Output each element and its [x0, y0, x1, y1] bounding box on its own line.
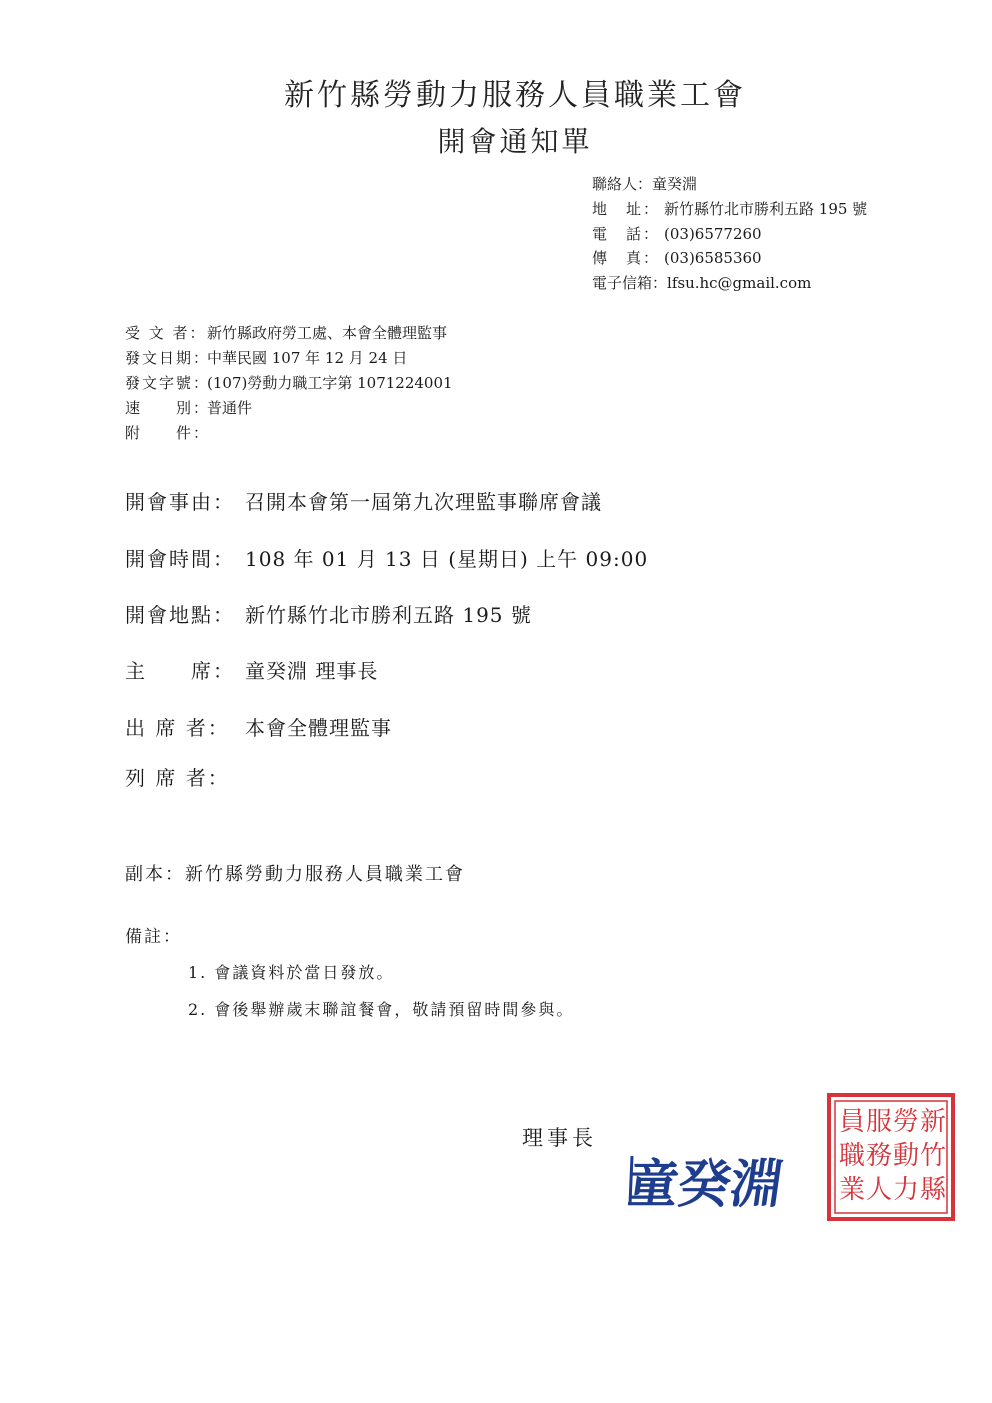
meeting-time-value: 108 年 01 月 13 日 (星期日) 上午 09:00: [245, 547, 649, 571]
note-item: 2. 會後舉辦歲末聯誼餐會，敬請預留時間參與。: [188, 1000, 575, 1019]
reference-number-label: 發文字號：: [125, 374, 211, 392]
contact-address-value: 新竹縣竹北市勝利五路 195 號: [664, 200, 868, 218]
svg-text:職: 職: [838, 1141, 866, 1171]
attendees-value: 本會全體理監事: [245, 716, 392, 740]
contact-person-line: [592, 172, 697, 196]
copy-value: 新竹縣勞動力服務人員職業工會: [185, 864, 465, 885]
copy-line: [125, 860, 465, 886]
official-seal: [826, 1092, 956, 1226]
copy-label: 副本：: [125, 864, 185, 885]
contact-fax-label: 傳 真：: [592, 249, 661, 267]
svg-text:竹: 竹: [919, 1141, 947, 1171]
svg-text:業: 業: [838, 1175, 866, 1205]
meeting-place-line: [125, 599, 532, 628]
issue-date-label: 發文日期：: [125, 349, 211, 367]
svg-text:服: 服: [865, 1107, 893, 1137]
note-item: 1. 會議資料於當日發放。: [188, 963, 395, 982]
contact-fax-value: (03)6585360: [664, 249, 762, 267]
document-title: 開會通知單: [437, 125, 593, 158]
contact-phone-label: 電 話：: [592, 225, 661, 243]
chair-line: [125, 655, 378, 684]
handwritten-signature: [628, 1146, 808, 1222]
attendees-label: 出 席 者：: [125, 716, 230, 740]
issue-date-line: [125, 347, 407, 368]
attachment-label: 附 件：: [125, 424, 211, 442]
recipient-line: [125, 322, 447, 343]
observers-label: 列 席 者：: [125, 766, 230, 790]
observers-line: [125, 762, 245, 791]
chair-label: 主 席：: [125, 659, 235, 683]
contact-person-label: 聯絡人：: [592, 175, 653, 193]
svg-text:勞: 勞: [892, 1107, 920, 1137]
seal-image: [826, 1092, 956, 1222]
svg-text:縣: 縣: [919, 1175, 947, 1205]
contact-email-line: [592, 271, 811, 295]
reference-number-value: (107)勞動力職工字第 1071224001: [207, 374, 453, 392]
contact-fax-line: [592, 246, 762, 270]
svg-text:員: 員: [838, 1107, 866, 1137]
delivery-speed-label: 速 別：: [125, 399, 211, 417]
meeting-reason-line: [125, 486, 602, 515]
meeting-place-label: 開會地點：: [125, 603, 235, 627]
svg-text:童癸淵: 童癸淵: [628, 1155, 787, 1215]
meeting-time-line: [125, 543, 648, 572]
meeting-reason-value: 召開本會第一屆第九次理監事聯席會議: [245, 490, 602, 514]
meeting-place-value: 新竹縣竹北市勝利五路 195 號: [245, 603, 532, 627]
signature-image: [628, 1146, 808, 1218]
meeting-reason-label: 開會事由：: [125, 490, 235, 514]
attendees-line: [125, 712, 392, 741]
contact-phone-value: (03)6577260: [664, 225, 762, 243]
contact-person-value: 童癸淵: [652, 175, 698, 193]
contact-email-value: lfsu.hc@gmail.com: [667, 274, 812, 292]
recipient-value: 新竹縣政府勞工處、本會全體理監事: [207, 324, 448, 342]
svg-text:動: 動: [892, 1141, 920, 1171]
svg-text:人: 人: [865, 1175, 893, 1205]
delivery-speed-line: [125, 397, 252, 418]
issue-date-value: 中華民國 107 年 12 月 24 日: [207, 349, 408, 367]
svg-text:新: 新: [919, 1107, 947, 1137]
meeting-time-label: 開會時間：: [125, 547, 235, 571]
contact-address-label: 地 址：: [592, 200, 661, 218]
organization-title: 新竹縣勞動力服務人員職業工會: [284, 78, 746, 113]
signature-title: 理事長: [522, 1126, 597, 1150]
delivery-speed-value: 普通件: [207, 399, 253, 417]
attachment-line: [125, 422, 211, 443]
notes-heading: 備註：: [125, 927, 182, 947]
recipient-label: 受 文 者：: [125, 324, 207, 342]
svg-text:務: 務: [865, 1141, 893, 1171]
contact-email-label: 電子信箱：: [592, 274, 668, 292]
contact-phone-line: [592, 222, 762, 246]
svg-text:力: 力: [892, 1175, 920, 1205]
chair-value: 童癸淵 理事長: [245, 659, 379, 683]
contact-address-line: [592, 197, 867, 221]
reference-number-line: [125, 372, 453, 393]
